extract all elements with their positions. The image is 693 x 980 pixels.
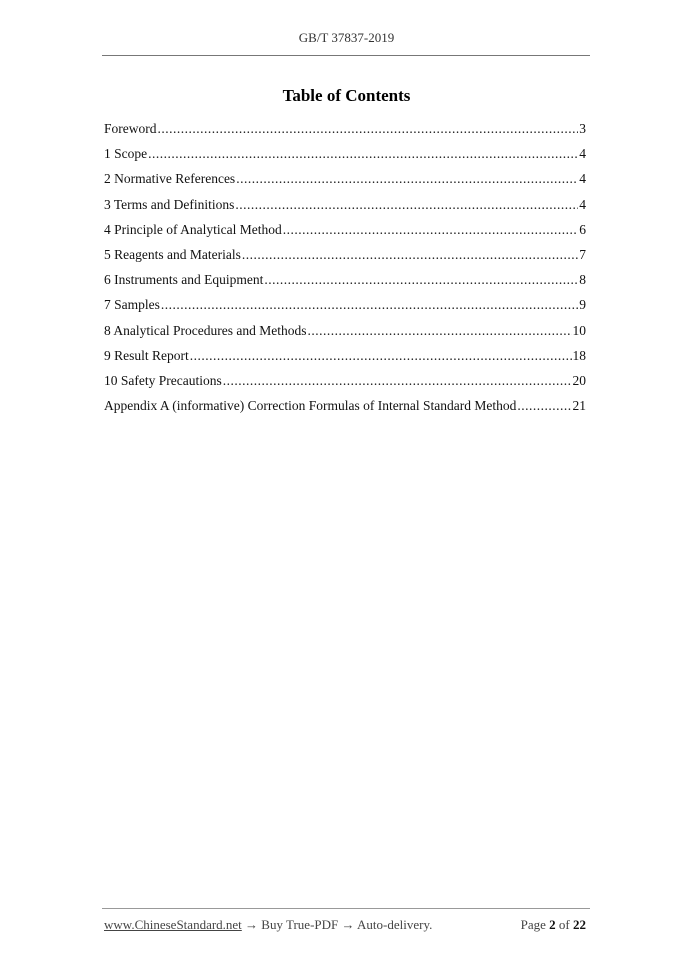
toc-leader-dots [307,323,571,339]
toc-leader-dots [148,146,578,162]
toc-entry-label: Appendix A (informative) Correction Formulas of Internal Standard Method [104,398,517,414]
footer-divider [102,908,590,909]
toc-entry-label: 3 Terms and Definitions [104,196,235,212]
page-word: Page [520,917,546,932]
toc-entry-page: 7 [579,246,586,262]
toc-leader-dots [264,272,578,288]
toc-entry-page: 4 [579,171,586,187]
toc-entry-page: 8 [579,272,586,288]
toc-entry[interactable] [104,146,586,171]
toc-entry[interactable] [104,272,586,297]
toc-entry-page: 18 [572,347,586,363]
toc-entry-label: 4 Principle of Analytical Method [104,221,282,237]
toc-leader-dots [283,222,579,238]
toc-leader-dots [190,348,572,364]
toc-entry-page: 21 [572,398,586,414]
toc-entry-page: 9 [579,297,586,313]
toc-entry-label: 10 Safety Precautions [104,372,222,388]
arrow-right-icon: → [245,917,259,932]
toc-entry[interactable] [104,398,586,423]
toc-entry-label: 5 Reagents and Materials [104,246,241,262]
toc-entry[interactable] [104,222,586,247]
toc-leader-dots [158,121,579,137]
footer-promo [104,917,432,933]
toc-entry-page: 4 [579,146,586,162]
toc-entry-label: 6 Instruments and Equipment [104,272,264,288]
header-divider [102,55,590,56]
toc-entry-page: 10 [572,322,586,338]
toc-entry-label: Foreword [104,121,157,136]
toc-leader-dots [223,373,572,389]
toc-title: Table of Contents [282,86,411,105]
toc-leader-dots [235,197,578,213]
toc-entry[interactable] [104,348,586,373]
toc-entry[interactable] [104,247,586,272]
toc-entry[interactable] [104,373,586,398]
arrow-right-icon: → [341,917,355,932]
page-current: 2 [549,917,556,932]
toc-entry-label: 1 Scope [104,146,148,162]
toc-entry-label: 7 Samples [104,297,160,313]
toc-entry[interactable] [104,171,586,196]
page-indicator [521,917,586,933]
header-standard-code: GB/T 37837-2019 [298,30,395,45]
toc-entry[interactable] [104,297,586,322]
toc-leader-dots [242,247,578,263]
toc-entry-page: 6 [579,221,586,237]
site-link[interactable]: www.ChineseStandard.net [104,917,242,932]
toc-entry[interactable] [104,323,586,348]
toc-entry-page: 3 [579,121,586,136]
of-word: of [558,917,570,932]
toc-leader-dots [517,398,571,414]
toc-entry[interactable] [104,121,586,146]
toc-leader-dots [236,171,578,187]
toc-leader-dots [161,297,578,313]
toc-entry-label: 9 Result Report [104,347,189,363]
buy-text: Buy True-PDF [261,917,339,932]
toc-entry-label: 8 Analytical Procedures and Methods [104,322,307,338]
delivery-text: Auto-delivery. [357,917,433,932]
toc-entry-label: 2 Normative References [104,171,236,187]
toc-entry-page: 20 [572,372,586,388]
toc-entry-page: 4 [579,196,586,212]
footer [104,917,586,933]
toc-list [104,121,586,423]
page-total: 22 [573,917,586,932]
toc-entry[interactable] [104,197,586,222]
